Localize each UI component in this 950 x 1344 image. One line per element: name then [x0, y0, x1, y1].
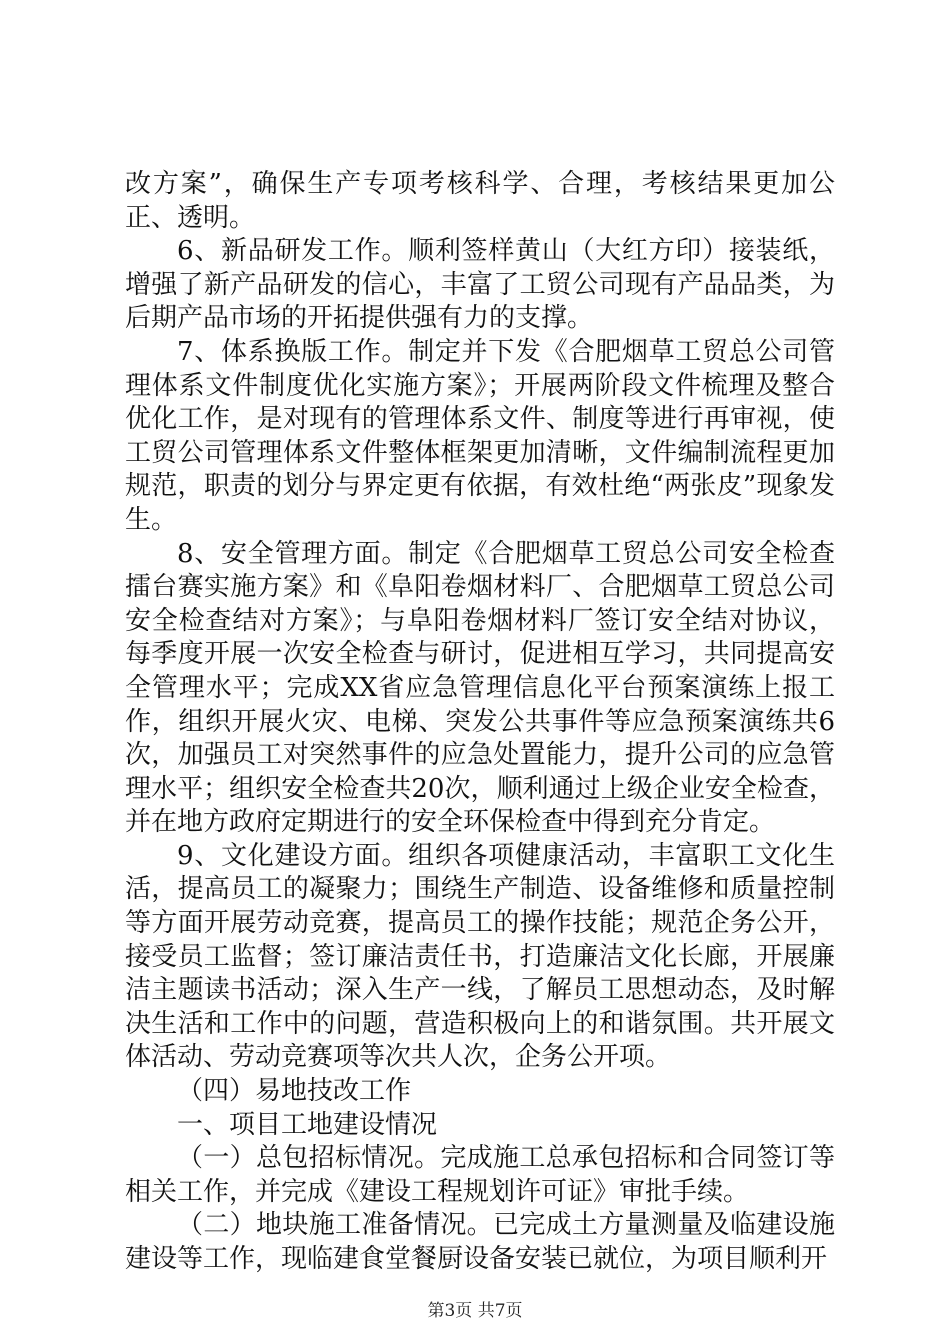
document-body [125, 168, 835, 1277]
paragraph-continuation: 改方案”，确保生产专项考核科学、合理，考核结果更加公正、透明。 [125, 169, 835, 233]
paragraph-system-revision: 7、体系换版工作。制定并下发《合肥烟草工贸总公司管理体系文件制度优化实施方案》；开展两阶段文件梳理及整合优化工作，是对现有的管理体系文件、制度等进行再审视，使工贸公司管理体系文件整体框架更加清晰，文件编制流程更加规范，职责的划分与界定更有依据，有效杜绝“两张皮”现象发生。 [125, 336, 835, 535]
paragraph-new-product: 6、新品研发工作。顺利签样黄山（大红方印）接装纸，增强了新产品研发的信心，丰富了工贸公司现有产品品类，为后期产品市场的开拓提供强有力的支撑。 [125, 236, 835, 334]
paragraph-general-contract: （一）总包招标情况。完成施工总承包招标和合同签订等相关工作，并完成《建设工程规划许可证》审批手续。 [125, 1143, 835, 1207]
paragraph-culture-building: 9、文化建设方面。组织各项健康活动，丰富职工文化生活，提高员工的凝聚力；围绕生产制造、设备维修和质量控制等方面开展劳动竞赛，提高员工的操作技能；规范企务公开，接受员工监督；签订廉洁责任书，打造廉洁文化长廊，开展廉洁主题读书活动；深入生产一线，了解员工思想动态，及时解决生活和工作中的问题，营造积极向上的和谐氛围。共开展文体活动、劳动竞赛项等次共人次，企务公开项。 [125, 840, 835, 1073]
page-number-footer: 第3页 共7页 [427, 1301, 523, 1321]
paragraph-safety-management: 8、安全管理方面。制定《合肥烟草工贸总公司安全检查擂台赛实施方案》和《阜阳卷烟材料厂、合肥烟草工贸总公司安全检查结对方案》；与阜阳卷烟材料厂签订安全结对协议，每季度开展一次安全检查与研讨，促进相互学习，共同提高安全管理水平；完成XX省应急管理信息化平台预案演练上报工作，组织开展火灾、电梯、突发公共事件等应急预案演练共6次，加强员工对突然事件的应急处置能力，提升公司的应急管理水平；组织安全检查共20次，顺利通过上级企业安全检查，并在地方政府定期进行的安全环保检查中得到充分肯定。 [125, 538, 835, 838]
subsection-heading-project-site: 一、项目工地建设情况 [177, 1109, 438, 1140]
paragraph-site-preparation: （二）地块施工准备情况。已完成土方量测量及临建设施建设等工作，现临建食堂餐厨设备安装已就位，为项目顺利开 [125, 1210, 835, 1274]
section-heading-relocation: （四）易地技改工作 [177, 1076, 412, 1107]
